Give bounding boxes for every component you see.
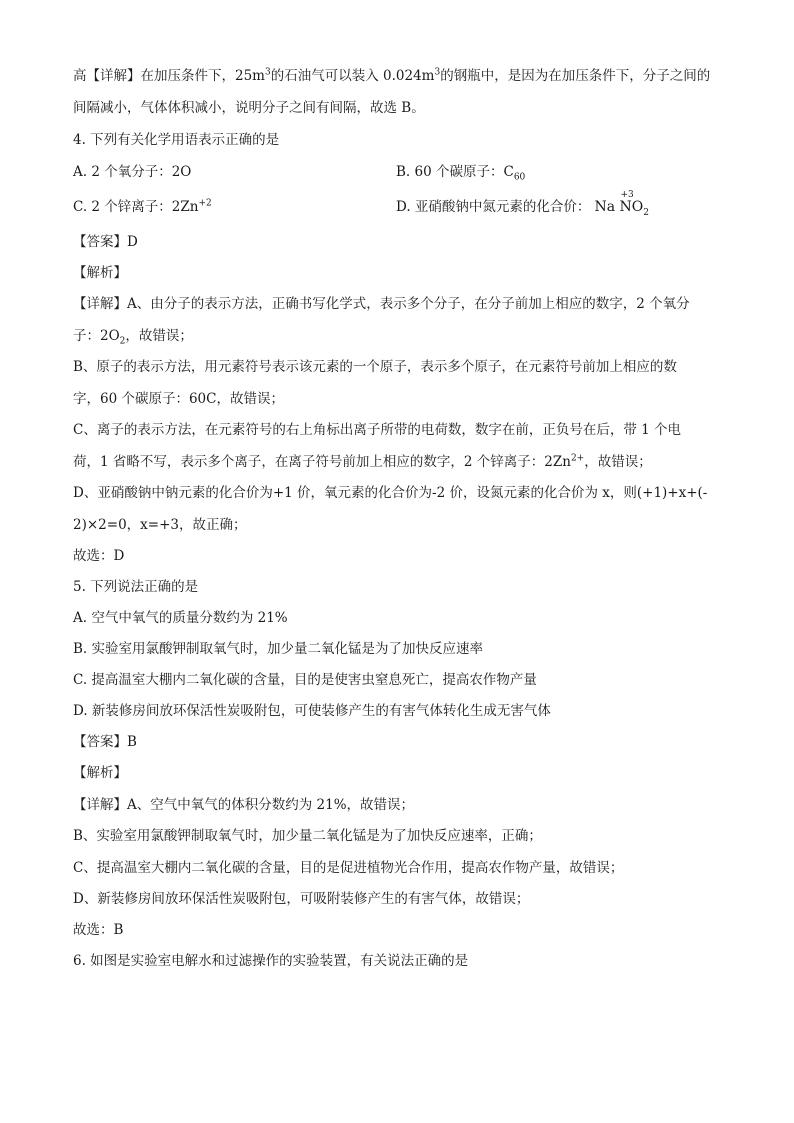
text-segment: D. 亚硝酸钠中氮元素的化合价： [396, 199, 591, 215]
text-segment: 荷，1 省略不写，表示多个离子，在离子符号前加上相应的数字，2 个锌离子：2Zn [73, 454, 571, 470]
q4-answer: 【答案】D [73, 234, 138, 250]
q4-analysis-heading: 【解析】 [73, 265, 127, 281]
q4-option-b [396, 162, 525, 182]
text-line-1 [73, 66, 710, 86]
q4-explanation-1: 【详解】A、由分子的表示方法，正确书写化学式，表示多个分子，在分子前加上相应的数字，2 个氧分 [73, 296, 690, 312]
q5-explanation-1: 【详解】A、空气中氧气的体积分数约为 21%，故错误； [73, 797, 415, 813]
formula-o: O [631, 199, 644, 215]
text-line-2: 间隔减小，气体体积减小，说明分子之间有间隔，故选 B。 [73, 100, 425, 116]
q4-option-c [73, 197, 212, 217]
q5-answer: 【答案】B [73, 734, 137, 750]
q4-option-a: A. 2 个氧分子：2O [73, 164, 192, 180]
superscript: 3 [434, 67, 441, 78]
q4-explanation-8: 2)×2=0，x=+3，故正确； [73, 517, 247, 533]
question-6: 6. 如图是实验室电解水和过滤操作的实验装置，有关说法正确的是 [73, 953, 469, 969]
formula-n [619, 190, 634, 217]
q5-option-d: D. 新装修房间放环保活性炭吸附包，可使装修产生的有害气体转化生成无害气体 [73, 703, 551, 719]
q5-explanation-3: C、提高温室大棚内二氧化碳的含量，目的是促进植物光合作用，提高农作物产量，故错误； [73, 860, 624, 876]
q5-option-a: A. 空气中氧气的质量分数约为 21% [73, 610, 288, 626]
q4-explanation-6 [73, 452, 652, 472]
q4-explanation-3: B、原子的表示方法，用元素符号表示该元素的一个原子，表示多个原子，在元素符号前加上相应的数 [73, 359, 677, 375]
q5-option-c: C. 提高温室大棚内二氧化碳的含量，目的是使害虫窒息死亡，提高农作物产量 [73, 672, 537, 688]
text-segment: 的石油气可以装入 0.024m [270, 68, 435, 84]
subscript: 2 [119, 336, 126, 347]
superscript: +2 [198, 198, 212, 209]
q4-option-d [396, 190, 649, 218]
text-segment: ，故错误； [125, 328, 193, 344]
question-4: 4. 下列有关化学用语表示正确的是 [73, 132, 280, 148]
superscript: 2+ [570, 453, 585, 464]
formula-na: Na [594, 199, 616, 215]
q4-explanation-7: D、亚硝酸钠中钠元素的化合价为+1 价，氧元素的化合价为-2 价，设氮元素的化合价为 x，则(+1)+x+(- [73, 485, 708, 501]
q5-explanation-2: B、实验室用氯酸钾制取氧气时，加少量二氧化锰是为了加快反应速率，正确； [73, 828, 542, 844]
text-segment: ，故错误； [584, 454, 652, 470]
q5-analysis-heading: 【解析】 [73, 765, 127, 781]
text-segment: 的钢瓶中，是因为在加压条件下，分子之间的 [440, 68, 711, 84]
text-segment: 子：2O [73, 328, 120, 344]
question-5: 5. 下列说法正确的是 [73, 579, 199, 595]
text-segment: B. 60 个碳原子：C [396, 164, 514, 180]
superscript: 3 [264, 67, 271, 78]
q4-explanation-5: C、离子的表示方法，在元素符号的右上角标出离子所带的电荷数，数字在前，正负号在后，带 1 个电 [73, 422, 681, 438]
q5-selection: 故选：B [73, 922, 124, 938]
subscript: 2 [643, 207, 649, 218]
q4-explanation-2 [73, 326, 193, 346]
valence-mark: +3 [620, 190, 634, 200]
q4-selection: 故选：D [73, 548, 125, 564]
subscript: 60 [513, 172, 526, 183]
formula-n-symbol: N [619, 199, 632, 215]
valence-formula [594, 190, 649, 218]
q5-option-b: B. 实验室用氯酸钾制取氧气时，加少量二氧化锰是为了加快反应速率 [73, 641, 484, 657]
text-segment: 高【详解】在加压条件下，25m [73, 68, 265, 84]
q5-explanation-4: D、新装修房间放环保活性炭吸附包，可吸附装修产生的有害气体，故错误； [73, 891, 530, 907]
q4-explanation-4: 字，60 个碳原子：60C，故错误； [73, 391, 284, 407]
text-segment: C. 2 个锌离子：2Zn [73, 199, 199, 215]
